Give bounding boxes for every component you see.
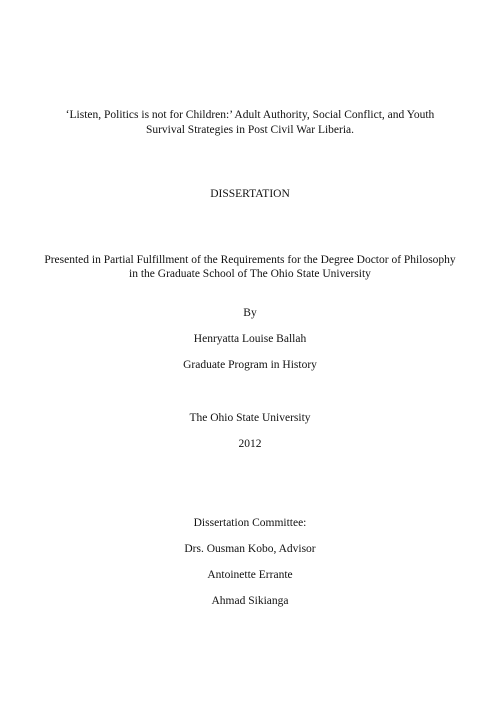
university-name: The Ohio State University [189,412,311,424]
presented-line-1: Presented in Partial Fulfillment of the Requirements for the Degree Doctor of Philosophy [44,254,456,266]
author-name: Henryatta Louise Ballah [193,333,307,345]
committee-label: Dissertation Committee: [193,517,307,529]
graduate-program: Graduate Program in History [183,359,317,371]
presented-line-2: in the Graduate School of The Ohio State University [129,268,371,280]
committee-member: Antoinette Errante [207,569,293,581]
by-label: By [243,307,257,319]
title-line-2: Survival Strategies in Post Civil War Liberia. [145,124,355,136]
title-line-1: ‘Listen, Politics is not for Children:’ Adult Authority, Social Conflict, and Youth [65,109,435,121]
year: 2012 [238,438,262,450]
committee-member: Ahmad Sikianga [211,595,289,607]
document-type: DISSERTATION [210,188,290,200]
committee-member: Drs. Ousman Kobo, Advisor [184,543,316,555]
